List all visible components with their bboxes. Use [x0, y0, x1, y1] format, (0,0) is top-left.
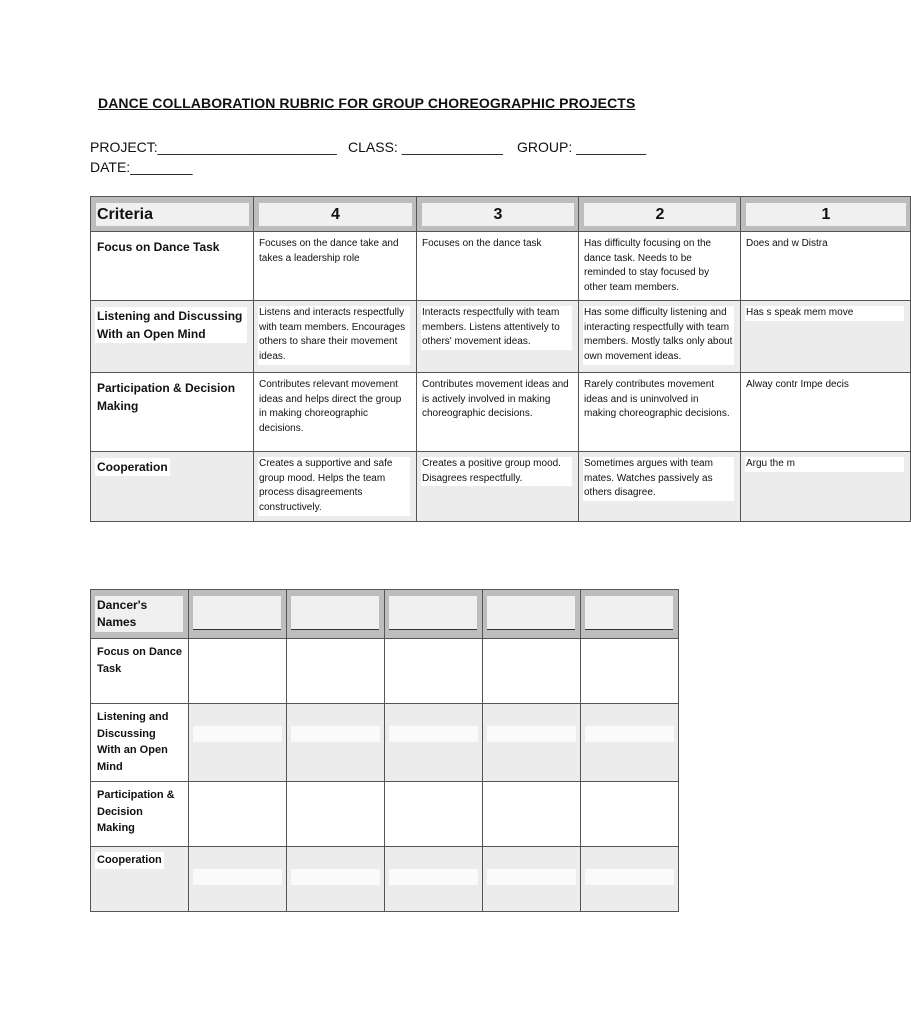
criterion-label: Participation & Decision Making [95, 379, 247, 415]
rubric-header-score [741, 197, 911, 232]
score-cell[interactable] [483, 847, 581, 912]
score-cell[interactable] [483, 639, 581, 704]
descriptor-cell [579, 232, 741, 301]
dancer-name-input[interactable] [291, 596, 379, 630]
criteria-heading: Criteria [96, 203, 249, 226]
rubric-header-score [417, 197, 579, 232]
descriptor-text: Has some difficulty listening and interacting respectfully with team members. Mostly talks only about own movement ideas. [583, 306, 734, 365]
rubric-row [91, 232, 911, 301]
score-cell[interactable] [287, 847, 385, 912]
dancer-grid-row [91, 782, 679, 847]
class-field[interactable]: CLASS: _____________ [348, 139, 503, 155]
descriptor-text: Argu the m [745, 457, 904, 472]
grid-criterion-label: Focus on Dance Task [95, 644, 184, 677]
score-cell-field [291, 869, 380, 885]
grid-criterion-cell [91, 704, 189, 782]
score-cell[interactable] [189, 847, 287, 912]
dancer-name-input[interactable] [487, 596, 575, 630]
score-2-heading: 2 [584, 203, 736, 226]
descriptor-text: Listens and interacts respectfully with team members. Encourages others to share their movement ideas. [258, 306, 410, 365]
dancer-name-cell [483, 590, 581, 639]
dancer-grid-header-row [91, 590, 679, 639]
score-cell-field [193, 726, 282, 742]
dancer-name-input[interactable] [193, 596, 281, 630]
score-cell-field [193, 869, 282, 885]
score-cell[interactable] [483, 704, 581, 782]
descriptor-cell [579, 452, 741, 522]
grid-criterion-label: Participation & Decision Making [95, 787, 184, 837]
criterion-label: Focus on Dance Task [97, 240, 220, 254]
score-cell[interactable] [385, 639, 483, 704]
descriptor-cell [579, 373, 741, 452]
score-cell[interactable] [581, 847, 679, 912]
criterion-cell [91, 373, 254, 452]
score-cell-field [487, 726, 576, 742]
rubric-row [91, 373, 911, 452]
descriptor-cell [741, 452, 911, 522]
date-field[interactable]: DATE:________ [90, 159, 193, 175]
score-cell[interactable] [385, 704, 483, 782]
rubric-header-row [91, 197, 911, 232]
score-cell-field [291, 726, 380, 742]
descriptor-text: Alway contr Impe decis [745, 378, 904, 393]
score-1-heading: 1 [746, 203, 906, 226]
descriptor-cell [417, 452, 579, 522]
score-cell[interactable] [189, 782, 287, 847]
descriptor-text: Does and w Distra [745, 237, 904, 252]
dancer-names-header-cell [91, 590, 189, 639]
header-fields [90, 139, 690, 157]
descriptor-text: Has difficulty focusing on the dance task. Needs to be reminded to stay focused by other team members. [583, 237, 734, 296]
rubric-header-score [254, 197, 417, 232]
score-cell[interactable] [287, 782, 385, 847]
dancer-name-input[interactable] [389, 596, 477, 630]
dancer-grid-row [91, 847, 679, 912]
document-title: DANCE COLLABORATION RUBRIC FOR GROUP CHOREOGRAPHIC PROJECTS [98, 95, 636, 111]
descriptor-cell [417, 232, 579, 301]
grid-criterion-cell [91, 782, 189, 847]
score-cell-field [389, 869, 478, 885]
descriptor-text: Focuses on the dance take and takes a leadership role [258, 237, 410, 266]
descriptor-cell [254, 301, 417, 373]
descriptor-text: Focuses on the dance task [421, 237, 572, 252]
project-field[interactable]: PROJECT:_______________________ [90, 139, 337, 155]
descriptor-cell [254, 373, 417, 452]
rubric-row [91, 452, 911, 522]
dancer-grid-row [91, 704, 679, 782]
rubric-header-score [579, 197, 741, 232]
rubric-row [91, 301, 911, 373]
score-cell[interactable] [287, 704, 385, 782]
score-cell[interactable] [385, 782, 483, 847]
score-3-heading: 3 [422, 203, 574, 226]
score-cell[interactable] [189, 704, 287, 782]
score-cell-field [389, 726, 478, 742]
descriptor-text: Interacts respectfully with team members. Listens attentively to others' movement ideas. [421, 306, 572, 350]
dancer-grid [90, 589, 679, 912]
descriptor-cell [254, 232, 417, 301]
score-cell-field [585, 726, 674, 742]
descriptor-cell [417, 373, 579, 452]
group-field[interactable]: GROUP: _________ [517, 139, 647, 155]
descriptor-cell [741, 373, 911, 452]
score-cell-field [585, 869, 674, 885]
descriptor-text: Rarely contributes movement ideas and is uninvolved in making choreographic decisions. [583, 378, 734, 422]
score-cell[interactable] [483, 782, 581, 847]
score-cell[interactable] [287, 639, 385, 704]
criterion-cell [91, 452, 254, 522]
score-cell[interactable] [189, 639, 287, 704]
dancer-name-cell [385, 590, 483, 639]
grid-criterion-cell [91, 639, 189, 704]
descriptor-cell [417, 301, 579, 373]
criterion-label: Cooperation [97, 460, 168, 474]
descriptor-text: Creates a supportive and safe group mood. Helps the team process disagreements constructively. [258, 457, 410, 516]
descriptor-cell [254, 452, 417, 522]
grid-criterion-label: Listening and Discussing With an Open Mind [95, 709, 184, 775]
criterion-cell [91, 232, 254, 301]
dancer-name-input[interactable] [585, 596, 673, 630]
score-cell[interactable] [385, 847, 483, 912]
rubric-table-wrapper [90, 196, 854, 529]
descriptor-text: Contributes relevant movement ideas and helps direct the group in making choreographic decisions. [258, 378, 410, 437]
criterion-label: Listening and Discussing With an Open Mind [95, 307, 247, 343]
score-cell[interactable] [581, 782, 679, 847]
dancer-names-label: Dancer's Names [95, 596, 183, 632]
descriptor-text: Has s speak mem move [745, 306, 904, 321]
descriptor-text: Contributes movement ideas and is actively involved in making choreographic decisions. [421, 378, 572, 422]
dancer-name-cell [189, 590, 287, 639]
rubric-table [90, 196, 911, 522]
descriptor-cell [741, 232, 911, 301]
dancer-name-cell [581, 590, 679, 639]
descriptor-text: Creates a positive group mood. Disagrees respectfully. [421, 457, 572, 486]
descriptor-cell [741, 301, 911, 373]
dancer-grid-row [91, 639, 679, 704]
criterion-cell [91, 301, 254, 373]
rubric-header-criteria [91, 197, 254, 232]
descriptor-cell [579, 301, 741, 373]
dancer-name-cell [287, 590, 385, 639]
descriptor-text: Sometimes argues with team mates. Watches passively as others disagree. [583, 457, 734, 501]
grid-criterion-label: Cooperation [95, 852, 164, 869]
grid-criterion-cell [91, 847, 189, 912]
score-cell[interactable] [581, 639, 679, 704]
score-cell[interactable] [581, 704, 679, 782]
score-4-heading: 4 [259, 203, 412, 226]
score-cell-field [487, 869, 576, 885]
